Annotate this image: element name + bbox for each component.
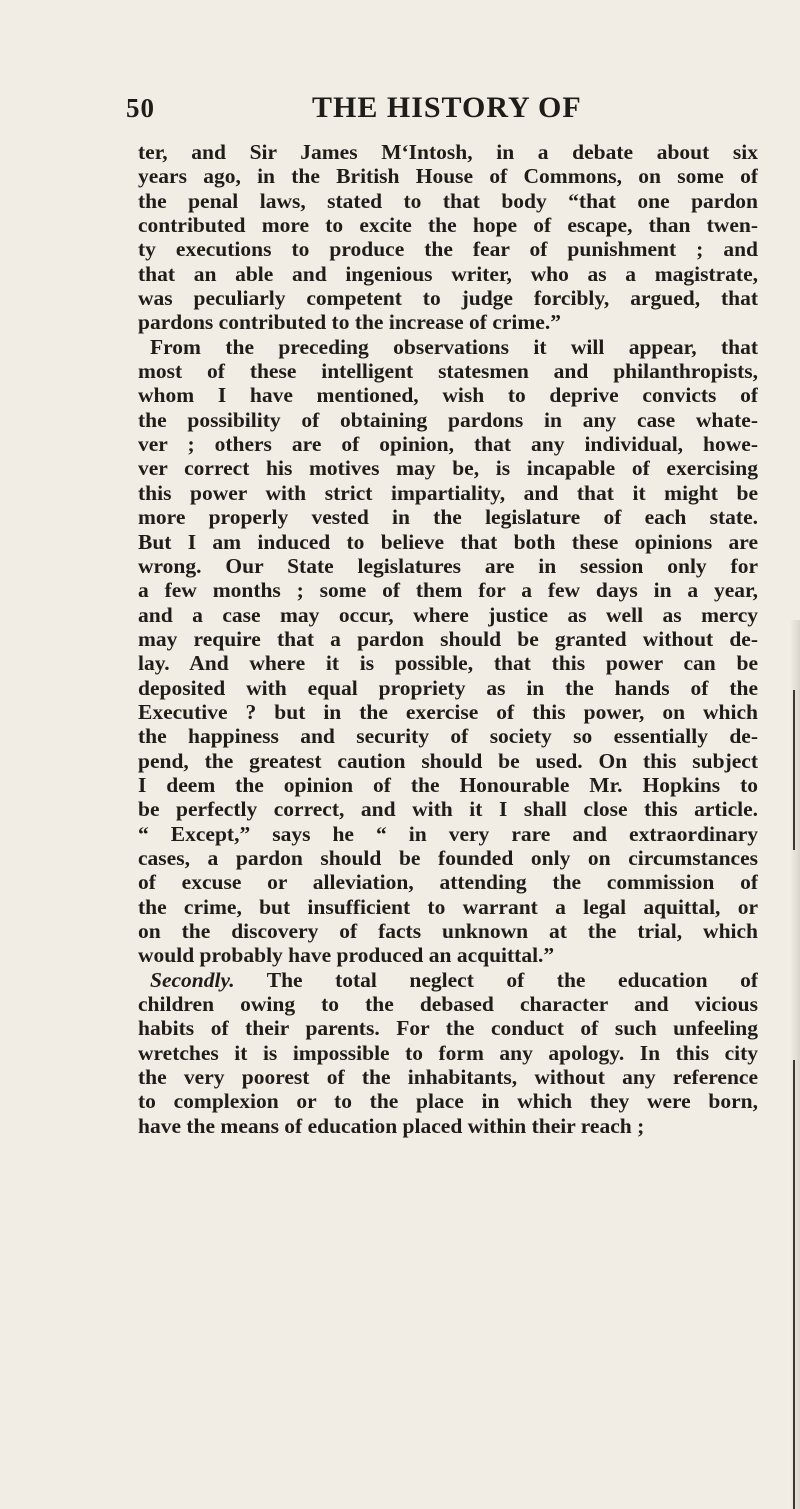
text-line: have the means of education placed within their reach ; bbox=[138, 1113, 645, 1138]
secondly-label: Secondly. bbox=[150, 967, 235, 992]
text-line: would probably have produced an acquittal.” bbox=[138, 943, 555, 968]
text-line: the penal laws, stated to that body “that one pardon bbox=[138, 188, 758, 213]
text-line: a few months ; some of them for a few days in a year, bbox=[138, 578, 758, 603]
text-line: wretches it is impossible to form any apology. In this city bbox=[138, 1040, 758, 1065]
text-line: ver ; others are of opinion, that any individual, howe- bbox=[138, 432, 758, 457]
text-line: may require that a pardon should be granted without de- bbox=[138, 626, 758, 651]
text-line: pend, the greatest caution should be used. On this subject bbox=[138, 748, 758, 773]
text-line: But I am induced to believe that both these opinions are bbox=[138, 529, 758, 554]
text-line: whom I have mentioned, wish to deprive convicts of bbox=[138, 383, 758, 408]
secondly-text: The total neglect of the education of bbox=[266, 967, 758, 992]
text-line: I deem the opinion of the Honourable Mr. Hopkins to bbox=[138, 772, 758, 797]
text-line: lay. And where it is possible, that this power can be bbox=[138, 651, 758, 676]
text-line: the crime, but insufficient to warrant a legal aquittal, or bbox=[138, 894, 758, 919]
page-header bbox=[0, 88, 800, 128]
page-number: 50 bbox=[126, 93, 155, 123]
text-line: the happiness and security of society so essentially de- bbox=[138, 724, 758, 749]
text-line: most of these intelligent statesmen and philanthropists, bbox=[138, 359, 758, 384]
body-text bbox=[138, 140, 758, 1138]
text-line: years ago, in the British House of Commons, on some of bbox=[138, 164, 758, 189]
text-line: pardons contributed to the increase of crime.” bbox=[138, 310, 561, 335]
page-edge-shadow bbox=[790, 620, 800, 1509]
text-line: that an able and ingenious writer, who as a magistrate, bbox=[138, 261, 758, 286]
text-line: was peculiarly competent to judge forcibly, argued, that bbox=[138, 286, 758, 311]
text-line: ty executions to produce the fear of punishment ; and bbox=[138, 237, 758, 262]
text-line: of excuse or alleviation, attending the commission of bbox=[138, 870, 758, 895]
text-line: “ Except,” says he “ in very rare and extraordinary bbox=[138, 821, 758, 846]
text-line: wrong. Our State legislatures are in session only for bbox=[138, 553, 758, 578]
text-line: more properly vested in the legislature of each state. bbox=[138, 505, 758, 530]
text-line: to complexion or to the place in which they were born, bbox=[138, 1089, 758, 1114]
text-line: the very poorest of the inhabitants, without any reference bbox=[138, 1065, 758, 1090]
text-line: Executive ? but in the exercise of this power, on which bbox=[138, 699, 758, 724]
text-line-secondly bbox=[138, 968, 758, 992]
running-head: THE HISTORY OF bbox=[312, 91, 582, 124]
text-line: habits of their parents. For the conduct of such unfeeling bbox=[138, 1016, 758, 1041]
text-line: this power with strict impartiality, and that it might be bbox=[138, 480, 758, 505]
text-line: children owing to the debased character and vicious bbox=[138, 992, 758, 1017]
text-line: be perfectly correct, and with it I shall close this article. bbox=[138, 797, 758, 822]
page-edge-line bbox=[793, 690, 795, 850]
text-line: the possibility of obtaining pardons in any case whate- bbox=[138, 407, 758, 432]
text-line: From the preceding observations it will appear, that bbox=[150, 334, 758, 359]
text-line: deposited with equal propriety as in the hands of the bbox=[138, 675, 758, 700]
text-line: cases, a pardon should be founded only on circumstances bbox=[138, 845, 758, 870]
page-edge-line bbox=[793, 1060, 795, 1509]
text-line: and a case may occur, where justice as well as mercy bbox=[138, 602, 758, 627]
text-line: ter, and Sir James M‘Intosh, in a debate about six bbox=[138, 140, 758, 164]
text-line: ver correct his motives may be, is incapable of exercising bbox=[138, 456, 758, 481]
text-line: contributed more to excite the hope of escape, than twen- bbox=[138, 213, 758, 238]
text-line: on the discovery of facts unknown at the trial, which bbox=[138, 919, 758, 943]
